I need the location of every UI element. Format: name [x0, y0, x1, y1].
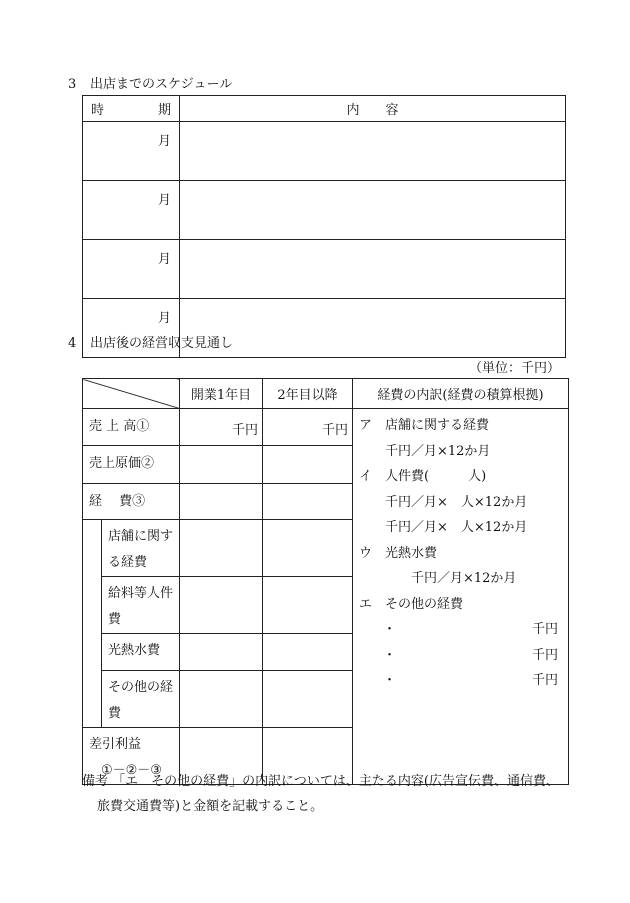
other-expense-amount: 千円 [531, 673, 558, 688]
expense-label: 経 費③ [83, 484, 180, 520]
month-cell[interactable]: 月 [83, 181, 180, 240]
year2-header: 2年目以降 [263, 379, 353, 409]
bullet: ・ [383, 622, 397, 637]
month-cell[interactable]: 月 [83, 122, 180, 181]
expense-year2-cell[interactable] [263, 484, 353, 520]
subitem-label [102, 577, 180, 634]
breakdown-cell[interactable] [353, 409, 569, 785]
breakdown-a-heading: ア 店舗に関する経費 [359, 418, 490, 433]
schedule-header-row [83, 96, 566, 122]
schedule-row [83, 122, 566, 181]
remarks-line: 備考 「エ その他の経費」の内訳については、主たる内容(広告宣伝費、通信費、 [82, 774, 559, 789]
income-table [82, 378, 569, 785]
schedule-row [83, 181, 566, 240]
content-cell[interactable] [180, 299, 566, 358]
section-number: 3 [68, 77, 77, 92]
sales-row [83, 409, 569, 446]
bullet: ・ [383, 673, 397, 688]
subitem-label [102, 520, 180, 577]
expense-year1-cell[interactable] [180, 484, 263, 520]
breakdown-e-heading: エ その他の経費 [359, 597, 464, 612]
subitem-label-line: 店舗に関す [108, 529, 174, 544]
income-header-row [83, 379, 569, 409]
breakdown-i-detail: 千円／月× 人×12か月 [385, 495, 528, 510]
subitem-year2-cell[interactable] [263, 634, 353, 671]
bullet: ・ [383, 648, 397, 663]
subitem-label-line: る経費 [108, 555, 148, 570]
breakdown-u-detail: 千円／月×12か月 [411, 571, 517, 586]
subitem-label-line: 給料等人件 [108, 586, 174, 601]
period-header [83, 96, 180, 122]
subitem-label [102, 671, 180, 728]
profit-formula: ①－②－③ [101, 763, 162, 778]
subitem-label-line: その他の経 [108, 680, 174, 695]
subitem-label-line: 費 [108, 612, 122, 627]
year1-header: 開業1年目 [180, 379, 263, 409]
breakdown-u-heading: ウ 光熱水費 [359, 546, 438, 561]
period-header-char: 期 [157, 103, 171, 118]
profit-label-line: 差引利益 [89, 737, 142, 752]
indent-gutter [83, 520, 102, 728]
section-3-heading [68, 73, 232, 92]
unit-note: （単位：千円） [468, 361, 560, 376]
section-number: 4 [68, 336, 77, 351]
other-expense-amount: 千円 [531, 622, 558, 637]
content-cell[interactable] [180, 240, 566, 299]
subitem-year2-cell[interactable] [263, 520, 353, 577]
subitem-year1-cell[interactable] [180, 634, 263, 671]
section-title: 出店後の経営収支見通し [90, 336, 234, 351]
diagonal-corner-cell [83, 379, 180, 409]
cost-year1-cell[interactable] [180, 446, 263, 484]
subitem-year2-cell[interactable] [263, 671, 353, 728]
subitem-year1-cell[interactable] [180, 520, 263, 577]
subitem-year1-cell[interactable] [180, 671, 263, 728]
subitem-year1-cell[interactable] [180, 577, 263, 634]
schedule-row [83, 240, 566, 299]
subitem-label: 光熱水費 [102, 634, 180, 671]
schedule-table [82, 95, 566, 358]
subitem-label-line: 費 [108, 706, 122, 721]
content-cell[interactable] [180, 181, 566, 240]
cost-label: 売上原価② [83, 446, 180, 484]
sales-label: 売 上 高① [83, 409, 180, 446]
month-cell[interactable]: 月 [83, 240, 180, 299]
content-header: 内 容 [180, 96, 566, 122]
breakdown-header: 経費の内訳(経費の積算根拠) [353, 379, 569, 409]
section-4-heading [68, 332, 233, 351]
subitem-year2-cell[interactable] [263, 577, 353, 634]
breakdown-i-heading: イ 人件費( 人) [359, 469, 487, 484]
section-title: 出店までのスケジュール [90, 77, 233, 92]
month-cell[interactable]: 月 [83, 299, 180, 358]
remarks-line: 旅費交通費等)と金額を記載すること。 [97, 799, 324, 814]
sales-year2-cell[interactable]: 千円 [263, 409, 353, 446]
breakdown-a-detail: 千円／月×12か月 [385, 444, 491, 459]
other-expense-amount: 千円 [531, 648, 558, 663]
period-header-char: 時 [91, 103, 105, 118]
breakdown-i-detail: 千円／月× 人×12か月 [385, 520, 528, 535]
sales-year1-cell[interactable]: 千円 [180, 409, 263, 446]
cost-year2-cell[interactable] [263, 446, 353, 484]
content-cell[interactable] [180, 122, 566, 181]
